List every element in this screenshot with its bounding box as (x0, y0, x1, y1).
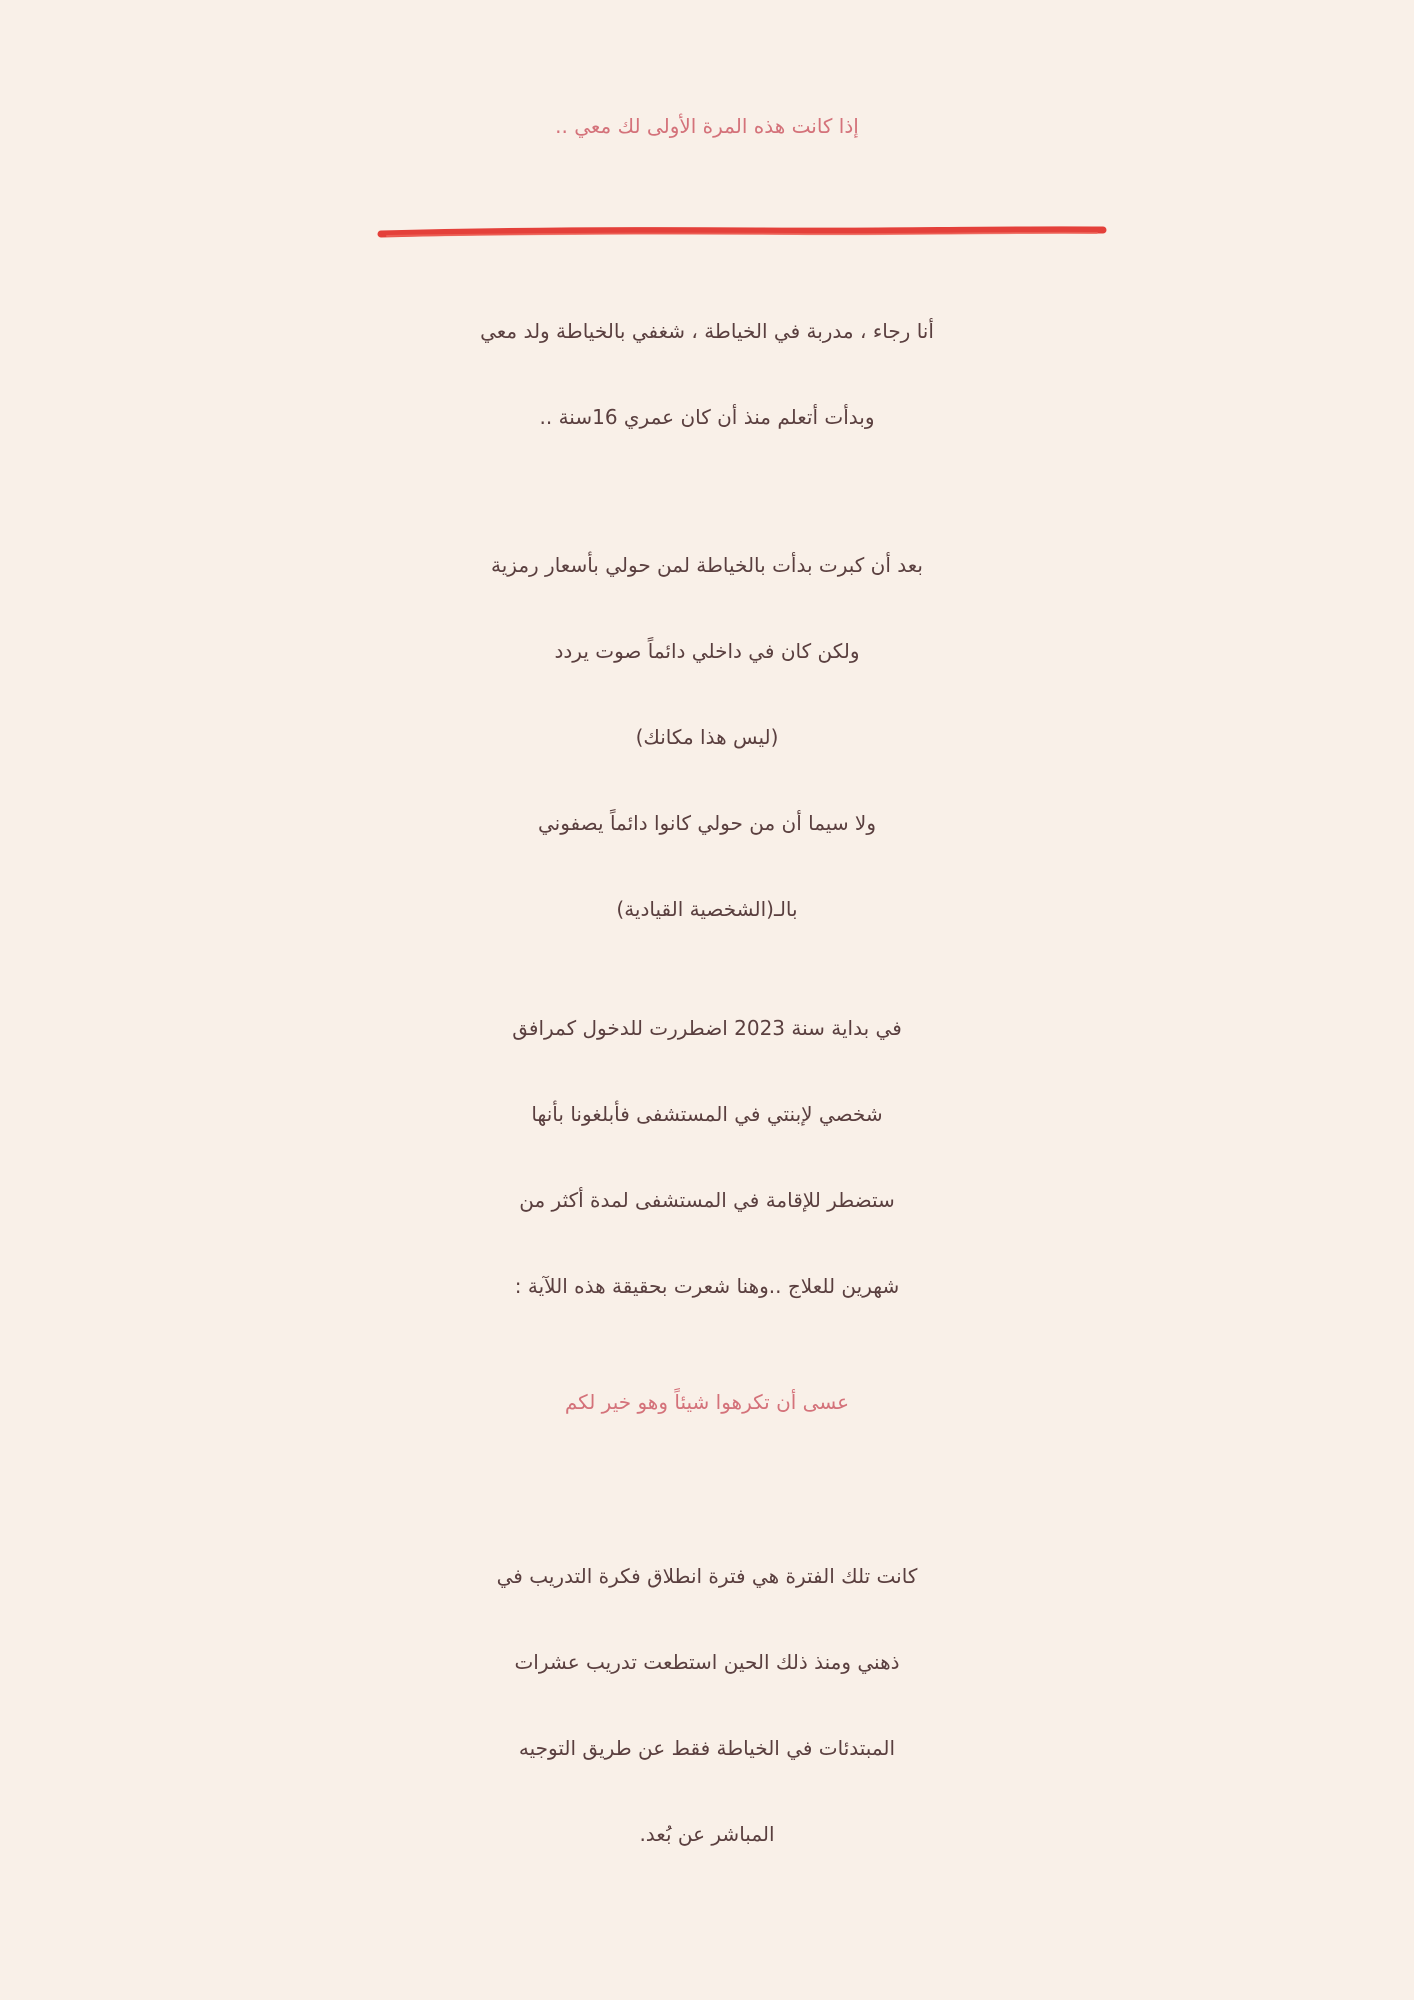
text-line: شهرين للعلاج ..وهنا شعرت بحقيقة هذه اللآية : (514, 1274, 900, 1298)
text-line: أنا رجاء ، مدربة في الخياطة ، شغفي بالخياطة ولد معي (480, 319, 934, 343)
page-title: إذا كانت هذه المرة الأولى لك معي .. (555, 114, 859, 138)
story-paragraph (0, 522, 1414, 952)
text-line: المبتدئات في الخياطة فقط عن طريق التوجيه (518, 1736, 896, 1760)
text-line: شخصي لإبنتي في المستشفى فأبلغونا بأنها (531, 1102, 883, 1126)
training-paragraph (0, 1533, 1414, 1877)
text-line: بالـ(الشخصية القيادية) (616, 897, 798, 921)
text-line: ولكن كان في داخلي دائماً صوت يردد (554, 639, 860, 663)
text-line: ولا سيما أن من حولي كانوا دائماً يصفوني (537, 811, 876, 835)
title-underline (377, 223, 1107, 243)
text-line: كانت تلك الفترة هي فترة انطلاق فكرة التدريب في (496, 1564, 918, 1588)
text-line: (ليس هذا مكانك) (635, 725, 779, 749)
text-line: وبدأت أتعلم منذ أن كان عمري 16سنة .. (539, 405, 875, 429)
intro-paragraph (0, 288, 1414, 460)
text-line: ستضطر للإقامة في المستشفى لمدة أكثر من (519, 1188, 895, 1212)
text-line: بعد أن كبرت بدأت بالخياطة لمن حولي بأسعار رمزية (491, 553, 923, 577)
text-line: ذهني ومنذ ذلك الحين استطعت تدريب عشرات (514, 1650, 900, 1674)
hospital-paragraph (0, 985, 1414, 1329)
verse-quote: عسى أن تكرهوا شيئاً وهو خير لكم (564, 1390, 850, 1414)
text-line: المباشر عن بُعد. (639, 1822, 775, 1846)
text-line: في بداية سنة 2023 اضطررت للدخول كمرافق (512, 1016, 902, 1040)
